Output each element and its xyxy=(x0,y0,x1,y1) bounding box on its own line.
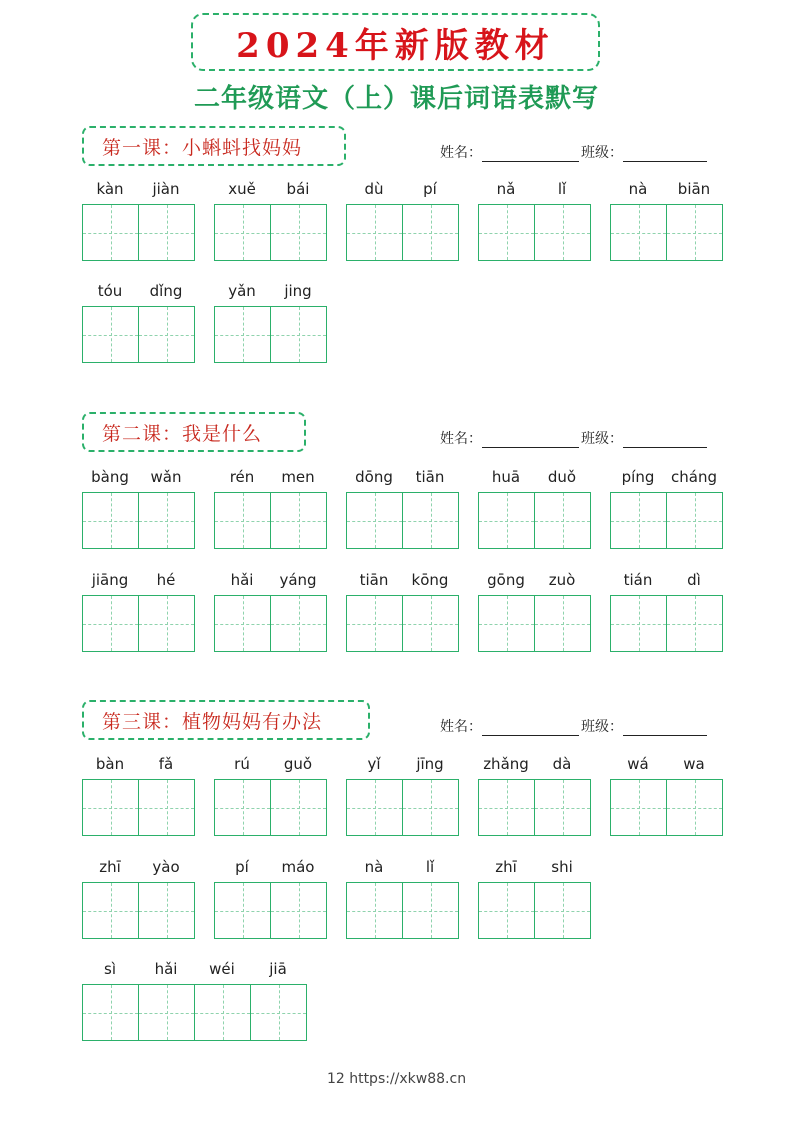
tian-zi-box[interactable] xyxy=(139,205,195,260)
tian-zi-box[interactable] xyxy=(479,493,535,548)
word-cell xyxy=(346,466,459,549)
tian-zi-box[interactable] xyxy=(535,493,591,548)
word-cell xyxy=(346,178,459,261)
word-cell xyxy=(610,178,723,261)
tian-zi-box[interactable] xyxy=(535,780,591,835)
writing-grid xyxy=(214,882,327,939)
pinyin: lǐ xyxy=(425,858,435,876)
pinyin-row xyxy=(478,856,591,878)
class-label: 班级： xyxy=(581,431,623,447)
pinyin: cháng xyxy=(671,468,717,486)
pinyin-row xyxy=(610,569,723,591)
pinyin: píng xyxy=(621,468,655,486)
writing-grid xyxy=(82,595,195,652)
pinyin: men xyxy=(281,468,315,486)
tian-zi-box[interactable] xyxy=(347,883,403,938)
pinyin-row xyxy=(82,466,195,488)
pinyin: dì xyxy=(687,571,701,589)
pinyin: jiāng xyxy=(91,571,129,589)
tian-zi-box[interactable] xyxy=(271,307,327,362)
tian-zi-box[interactable] xyxy=(139,985,195,1040)
pinyin: dǐng xyxy=(149,282,183,300)
tian-zi-box[interactable] xyxy=(611,205,667,260)
writing-grid xyxy=(478,595,591,652)
lesson-title: 第三课：植物妈妈有办法 xyxy=(82,700,370,740)
word-cell xyxy=(610,753,723,836)
pinyin-row xyxy=(346,569,459,591)
name-label: 姓名： xyxy=(440,719,482,735)
tian-zi-box[interactable] xyxy=(215,883,271,938)
pinyin: zhī xyxy=(495,858,517,876)
tian-zi-box[interactable] xyxy=(139,780,195,835)
writing-grid xyxy=(610,492,723,549)
word-cell xyxy=(82,753,195,836)
tian-zi-box[interactable] xyxy=(479,780,535,835)
name-label: 姓名： xyxy=(440,431,482,447)
pinyin-row xyxy=(214,856,327,878)
pinyin: wǎn xyxy=(150,468,182,486)
tian-zi-box[interactable] xyxy=(271,493,327,548)
writing-grid xyxy=(478,779,591,836)
page-subtitle: 二年级语文（上）课后词语表默写 xyxy=(193,84,599,114)
pinyin: wéi xyxy=(209,960,235,978)
tian-zi-box[interactable] xyxy=(611,493,667,548)
pinyin-row xyxy=(82,280,195,302)
tian-zi-box[interactable] xyxy=(271,205,327,260)
pinyin: rú xyxy=(234,755,250,773)
pinyin: nà xyxy=(364,858,384,876)
writing-grid xyxy=(610,204,723,261)
class-label: 班级： xyxy=(581,719,623,735)
writing-grid xyxy=(346,595,459,652)
pinyin-row xyxy=(346,466,459,488)
pinyin: hé xyxy=(156,571,176,589)
tian-zi-box[interactable] xyxy=(83,307,139,362)
pinyin-row xyxy=(478,569,591,591)
tian-zi-box[interactable] xyxy=(403,205,459,260)
writing-grid xyxy=(82,984,307,1041)
pinyin-row xyxy=(214,280,327,302)
word-cell xyxy=(214,466,327,549)
tian-zi-box[interactable] xyxy=(347,205,403,260)
writing-grid xyxy=(82,882,195,939)
pinyin: jīng xyxy=(416,755,444,773)
tian-zi-box[interactable] xyxy=(667,493,723,548)
pinyin: gōng xyxy=(487,571,525,589)
pinyin: jing xyxy=(284,282,312,300)
writing-grid xyxy=(82,492,195,549)
tian-zi-box[interactable] xyxy=(271,596,327,651)
writing-grid xyxy=(346,204,459,261)
class-field[interactable] xyxy=(623,718,707,736)
word-cell xyxy=(82,280,195,363)
word-cell xyxy=(478,753,591,836)
writing-grid xyxy=(214,204,327,261)
tian-zi-box[interactable] xyxy=(667,205,723,260)
pinyin-row xyxy=(82,856,195,878)
word-cell xyxy=(214,178,327,261)
name-label: 姓名： xyxy=(440,145,482,161)
word-cell xyxy=(478,178,591,261)
pinyin-row xyxy=(610,753,723,775)
tian-zi-box[interactable] xyxy=(215,596,271,651)
pinyin: fǎ xyxy=(158,755,174,773)
word-cell xyxy=(214,753,327,836)
tian-zi-box[interactable] xyxy=(83,205,139,260)
pinyin: zhī xyxy=(99,858,121,876)
pinyin-row xyxy=(82,753,195,775)
pinyin: tiān xyxy=(359,571,389,589)
pinyin: huā xyxy=(491,468,521,486)
tian-zi-box[interactable] xyxy=(215,307,271,362)
writing-grid xyxy=(214,492,327,549)
word-cell xyxy=(478,466,591,549)
name-field[interactable] xyxy=(482,144,579,162)
pinyin-row xyxy=(82,958,307,980)
pinyin: nà xyxy=(628,180,648,198)
pinyin: kàn xyxy=(96,180,124,198)
pinyin: shi xyxy=(551,858,573,876)
tian-zi-box[interactable] xyxy=(83,780,139,835)
word-cell xyxy=(82,958,307,1041)
page-title: 2024年新版教材 xyxy=(236,25,555,66)
title-banner xyxy=(191,13,600,71)
pinyin-row xyxy=(610,178,723,200)
pinyin: bái xyxy=(286,180,310,198)
pinyin-row xyxy=(346,856,459,878)
tian-zi-box[interactable] xyxy=(195,985,251,1040)
pinyin: jiā xyxy=(269,960,287,978)
word-cell xyxy=(82,569,195,652)
lesson-title: 第一课：小蝌蚪找妈妈 xyxy=(82,126,346,166)
student-info xyxy=(440,424,730,448)
tian-zi-box[interactable] xyxy=(479,205,535,260)
tian-zi-box[interactable] xyxy=(83,493,139,548)
pinyin: yáng xyxy=(279,571,317,589)
tian-zi-box[interactable] xyxy=(667,780,723,835)
tian-zi-box[interactable] xyxy=(611,780,667,835)
tian-zi-box[interactable] xyxy=(667,596,723,651)
class-field[interactable] xyxy=(623,430,707,448)
pinyin-row xyxy=(478,466,591,488)
word-cell xyxy=(346,569,459,652)
tian-zi-box[interactable] xyxy=(403,596,459,651)
tian-zi-box[interactable] xyxy=(139,307,195,362)
name-field[interactable] xyxy=(482,718,579,736)
word-cell xyxy=(82,856,195,939)
pinyin: tián xyxy=(623,571,653,589)
pinyin: lǐ xyxy=(557,180,567,198)
pinyin-row xyxy=(610,466,723,488)
tian-zi-box[interactable] xyxy=(479,596,535,651)
pinyin-row xyxy=(82,178,195,200)
tian-zi-box[interactable] xyxy=(347,780,403,835)
pinyin: nǎ xyxy=(496,180,516,198)
tian-zi-box[interactable] xyxy=(83,883,139,938)
writing-grid xyxy=(214,595,327,652)
writing-grid xyxy=(346,779,459,836)
writing-grid xyxy=(214,306,327,363)
pinyin: bàn xyxy=(95,755,125,773)
word-cell xyxy=(82,178,195,261)
pinyin: yǎn xyxy=(228,282,256,300)
pinyin: pí xyxy=(235,858,249,876)
pinyin: hǎi xyxy=(230,571,254,589)
word-cell xyxy=(610,466,723,549)
student-info xyxy=(440,712,730,736)
writing-grid xyxy=(610,779,723,836)
pinyin: dōng xyxy=(355,468,393,486)
pinyin: xuě xyxy=(228,180,256,198)
pinyin: tóu xyxy=(97,282,123,300)
tian-zi-box[interactable] xyxy=(535,205,591,260)
pinyin: kōng xyxy=(411,571,449,589)
pinyin: jiàn xyxy=(152,180,180,198)
pinyin-row xyxy=(214,753,327,775)
tian-zi-box[interactable] xyxy=(403,883,459,938)
class-field[interactable] xyxy=(623,144,707,162)
pinyin: dù xyxy=(364,180,384,198)
writing-grid xyxy=(214,779,327,836)
pinyin: rén xyxy=(229,468,255,486)
writing-grid xyxy=(346,492,459,549)
word-cell xyxy=(82,466,195,549)
tian-zi-box[interactable] xyxy=(535,883,591,938)
pinyin: wa xyxy=(683,755,705,773)
word-cell xyxy=(214,569,327,652)
writing-grid xyxy=(478,492,591,549)
writing-grid xyxy=(478,204,591,261)
writing-grid xyxy=(346,882,459,939)
pinyin-row xyxy=(346,178,459,200)
tian-zi-box[interactable] xyxy=(139,493,195,548)
pinyin: yào xyxy=(152,858,180,876)
pinyin-row xyxy=(82,569,195,591)
writing-grid xyxy=(478,882,591,939)
page-footer: 12 https://xkw88.cn xyxy=(326,1071,467,1087)
pinyin: zuò xyxy=(548,571,576,589)
tian-zi-box[interactable] xyxy=(479,883,535,938)
word-cell xyxy=(214,856,327,939)
class-label: 班级： xyxy=(581,145,623,161)
tian-zi-box[interactable] xyxy=(215,493,271,548)
tian-zi-box[interactable] xyxy=(83,985,139,1040)
tian-zi-box[interactable] xyxy=(251,985,307,1040)
pinyin: sì xyxy=(104,960,116,978)
word-cell xyxy=(478,856,591,939)
tian-zi-box[interactable] xyxy=(83,596,139,651)
pinyin: bàng xyxy=(91,468,129,486)
lesson-title: 第二课：我是什么 xyxy=(82,412,306,452)
tian-zi-box[interactable] xyxy=(271,780,327,835)
pinyin-row xyxy=(214,178,327,200)
tian-zi-box[interactable] xyxy=(215,205,271,260)
tian-zi-box[interactable] xyxy=(403,493,459,548)
word-cell xyxy=(214,280,327,363)
tian-zi-box[interactable] xyxy=(215,780,271,835)
pinyin-row xyxy=(214,466,327,488)
pinyin: duǒ xyxy=(547,468,577,486)
pinyin: yǐ xyxy=(367,755,381,773)
name-field[interactable] xyxy=(482,430,579,448)
pinyin: zhǎng xyxy=(483,755,529,773)
word-cell xyxy=(346,856,459,939)
pinyin-row xyxy=(478,178,591,200)
pinyin: wá xyxy=(627,755,649,773)
tian-zi-box[interactable] xyxy=(535,596,591,651)
pinyin: pí xyxy=(423,180,437,198)
tian-zi-box[interactable] xyxy=(347,596,403,651)
writing-grid xyxy=(82,306,195,363)
tian-zi-box[interactable] xyxy=(611,596,667,651)
word-cell xyxy=(346,753,459,836)
pinyin-row xyxy=(346,753,459,775)
tian-zi-box[interactable] xyxy=(139,883,195,938)
word-cell xyxy=(610,569,723,652)
tian-zi-box[interactable] xyxy=(403,780,459,835)
writing-grid xyxy=(82,204,195,261)
writing-grid xyxy=(82,779,195,836)
pinyin: máo xyxy=(281,858,315,876)
pinyin: hǎi xyxy=(154,960,178,978)
student-info xyxy=(440,138,730,162)
tian-zi-box[interactable] xyxy=(347,493,403,548)
pinyin-row xyxy=(478,753,591,775)
pinyin-row xyxy=(214,569,327,591)
word-cell xyxy=(478,569,591,652)
pinyin: biān xyxy=(677,180,711,198)
pinyin: guǒ xyxy=(283,755,313,773)
pinyin: dà xyxy=(552,755,572,773)
writing-grid xyxy=(610,595,723,652)
tian-zi-box[interactable] xyxy=(139,596,195,651)
pinyin: tiān xyxy=(415,468,445,486)
tian-zi-box[interactable] xyxy=(271,883,327,938)
